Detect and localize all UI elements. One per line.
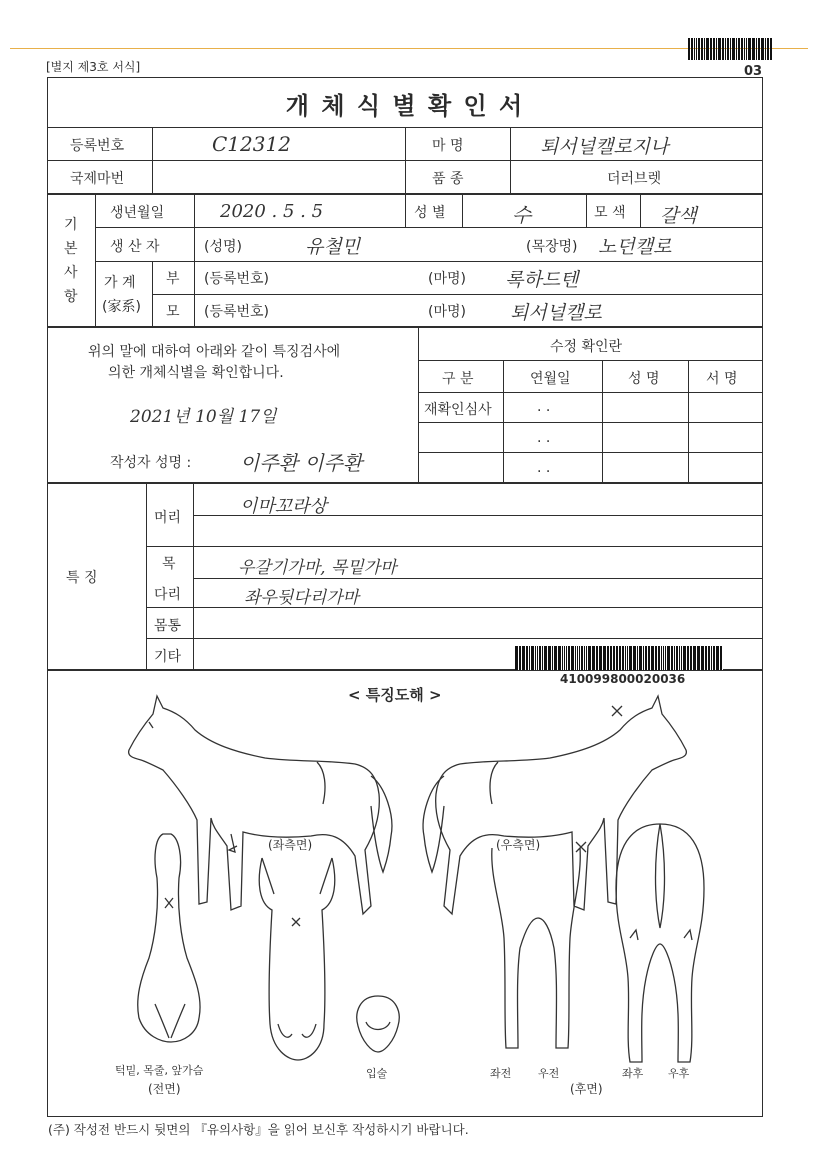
horse-name-value: 퇴서널캘로지나 (540, 136, 669, 158)
front-neck-drawing (125, 828, 215, 1048)
rear-label-rh: 우후 (668, 1067, 690, 1080)
barcode-bar (718, 38, 721, 60)
barcode-bar (706, 38, 709, 60)
farm-value: 노던캘로 (598, 236, 672, 258)
front-label: 턱밑, 목줄, 앞가슴 (115, 1064, 204, 1077)
form-label: [별지 제3호 서식] (46, 60, 141, 74)
barcode-bar (558, 646, 561, 670)
rule (418, 360, 763, 361)
barcode-bar (730, 38, 731, 60)
barcode-bar (581, 646, 583, 670)
hind-view-drawing (610, 818, 710, 1068)
barcode-bar (542, 646, 543, 670)
barcode-bar (732, 38, 735, 60)
barcode-bar (720, 646, 722, 670)
barcode-bar (741, 38, 743, 60)
sex-label: 성 별 (414, 205, 446, 221)
feature-value-neck: 우갈기가마, 목밑가마 (238, 558, 397, 578)
rear-label-lf: 좌전 (490, 1067, 512, 1080)
amend-header-date: 연월일 (530, 371, 571, 387)
dam-name-value: 퇴서널캘로 (510, 302, 602, 324)
barcode-bar (752, 38, 755, 60)
left-side-caption: (좌측면) (268, 838, 313, 852)
rule (688, 360, 689, 482)
feature-label-head: 머리 (154, 510, 182, 526)
diagram-title: < 특징도해 > (348, 686, 442, 704)
barcode-bar (539, 646, 541, 670)
rule (146, 607, 763, 608)
barcode-bar (681, 646, 682, 670)
author-label: 작성자 성명 : (110, 455, 192, 471)
barcode-bar (770, 38, 772, 60)
barcode-bar (648, 646, 650, 670)
barcode-bar (564, 646, 565, 670)
basic-label-4: 항 (64, 289, 78, 305)
barcode-bar (746, 38, 747, 60)
birth-label: 생년월일 (110, 205, 165, 221)
rule (510, 127, 511, 193)
barcode-bar (708, 646, 710, 670)
feature-label-legs: 다리 (154, 587, 182, 603)
sire-label: 부 (166, 271, 180, 287)
barcode-bar (693, 646, 696, 670)
feature-value-head: 이마꼬라상 (240, 496, 327, 517)
barcode-bar (515, 646, 518, 670)
barcode-bar (661, 646, 662, 670)
barcode-bar (651, 646, 654, 670)
reg-no-value: C12312 (212, 132, 291, 156)
front-caption: (전면) (148, 1082, 181, 1096)
barcode-bar (713, 646, 715, 670)
barcode-bar (619, 646, 621, 670)
muzzle-label: 입술 (366, 1067, 388, 1080)
barcode-bar (687, 646, 689, 670)
rule (193, 482, 194, 669)
rule (405, 127, 406, 193)
breed-label: 품 종 (432, 171, 464, 187)
barcode-bar (694, 38, 695, 60)
birth-value: 2020 . 5 . 5 (220, 201, 324, 222)
pedigree-sub: (家系) (102, 299, 141, 315)
barcode-bar (688, 38, 690, 60)
barcode-bar (744, 38, 745, 60)
rule (503, 360, 504, 482)
rule (405, 193, 406, 227)
barcode-bar (671, 646, 673, 670)
barcode-bar (705, 646, 707, 670)
barcode-bar (658, 646, 660, 670)
rule (418, 452, 763, 453)
producer-name-label: (성명) (204, 239, 242, 255)
barcode-bar (667, 646, 670, 670)
amend-title: 수정 확인란 (550, 339, 623, 355)
barcode-bar (756, 38, 757, 60)
sire-name-value: 록하드텐 (505, 269, 579, 291)
rule (146, 638, 763, 639)
barcode-bar (765, 38, 766, 60)
barcode-bar (599, 646, 602, 670)
producer-name-value: 유철민 (305, 236, 361, 258)
feature-label-neck: 목 (162, 556, 176, 572)
barcode-bar (683, 646, 686, 670)
barcode-bar (571, 646, 574, 670)
barcode-bar (568, 646, 570, 670)
barcode-bar (625, 646, 626, 670)
feature-label-body: 몸통 (154, 618, 182, 634)
farm-label: (목장명) (526, 239, 578, 255)
rule (47, 482, 763, 484)
breed-value: 더러브렛 (607, 171, 662, 187)
rule (586, 193, 587, 227)
rule (602, 360, 603, 482)
rule (194, 261, 195, 326)
page-title: 개 체 식 별 확 인 서 (285, 92, 525, 120)
rule (418, 326, 419, 482)
barcode-bar (613, 646, 615, 670)
barcode-bar (645, 646, 647, 670)
barcode-bar (579, 646, 580, 670)
rule (418, 392, 763, 393)
page-number: 03 (744, 64, 763, 79)
amend-row-date: . . (537, 430, 551, 446)
amend-header-type: 구 분 (442, 371, 474, 387)
sex-value: 수 (512, 203, 532, 227)
barcode-bar (727, 38, 729, 60)
barcode-bar (637, 646, 638, 670)
amend-header-sign: 서 명 (706, 371, 738, 387)
rule (640, 193, 641, 227)
barcode-bar (665, 646, 666, 670)
horse-name-label: 마 명 (432, 138, 464, 154)
top-barcode (688, 38, 773, 60)
basic-label-3: 사 (64, 265, 78, 281)
barcode-bar (566, 646, 567, 670)
rule (152, 294, 763, 295)
barcode-bar (554, 646, 557, 670)
barcode-bar (674, 646, 675, 670)
barcode-bar (698, 38, 700, 60)
barcode-bar (704, 38, 705, 60)
barcode-bar (544, 646, 547, 670)
barcode-bar (584, 646, 585, 670)
amend-row-type: 재확인심사 (424, 402, 492, 418)
author-signature: 이주환 이주환 (240, 451, 363, 475)
amend-header-name: 성 명 (628, 371, 660, 387)
rule (194, 193, 195, 261)
barcode-bar (691, 38, 693, 60)
rule (193, 578, 763, 579)
reg-no-label: 등록번호 (70, 138, 125, 154)
barcode-bar (586, 646, 587, 670)
barcode-bar (716, 38, 717, 60)
barcode-bar (519, 646, 521, 670)
rule (146, 482, 147, 669)
barcode-bar (676, 646, 678, 670)
barcode-bar (725, 38, 726, 60)
barcode-bar (616, 646, 618, 670)
color-label: 모 색 (594, 205, 626, 221)
barcode-bar (679, 646, 680, 670)
barcode-bar (629, 646, 632, 670)
barcode-bar (722, 38, 724, 60)
barcode-bar (577, 646, 578, 670)
barcode-bar (548, 646, 551, 670)
barcode-bar (701, 646, 704, 670)
producer-label: 생 산 자 (110, 239, 160, 255)
barcode-bar (522, 646, 525, 670)
basic-label-1: 기 (64, 217, 78, 233)
rule (152, 261, 153, 326)
barcode-bar (643, 646, 644, 670)
intl-no-label: 국제마번 (70, 171, 125, 187)
barcode-bar (697, 646, 700, 670)
front-legs-drawing (482, 808, 592, 1058)
color-value: 갈색 (660, 205, 697, 227)
confirm-date: 2021년 10월 17일 (130, 407, 277, 427)
barcode-bar (761, 38, 764, 60)
barcode-bar (529, 646, 530, 670)
barcode-bar (690, 646, 692, 670)
amend-row-date: . . (537, 399, 551, 415)
barcode-bar (738, 38, 740, 60)
sire-name-label: (마명) (428, 271, 466, 287)
barcode-bar (627, 646, 628, 670)
features-section-label: 특 징 (66, 570, 98, 586)
basic-label-2: 본 (64, 241, 78, 257)
barcode-bar (537, 646, 538, 670)
barcode-bar (588, 646, 591, 670)
rear-label-rf: 우전 (538, 1067, 560, 1080)
barcode-bar (575, 646, 576, 670)
barcode-bar (526, 646, 528, 670)
barcode-bar (758, 38, 760, 60)
barcode-bar (710, 38, 712, 60)
dam-name-label: (마명) (428, 304, 466, 320)
barcode-bar (552, 646, 553, 670)
barcode-bar (716, 646, 719, 670)
footer-note: (주) 작성전 반드시 뒷면의 『유의사항』을 읽어 보신후 작성하시기 바랍니다. (48, 1122, 469, 1137)
barcode-bar (531, 646, 534, 670)
barcode-bar (622, 646, 624, 670)
barcode-bar (633, 646, 636, 670)
rule (47, 326, 763, 328)
barcode-bar (736, 38, 737, 60)
barcode-bar (562, 646, 563, 670)
pedigree-label: 가 계 (104, 275, 136, 291)
right-side-caption: (우측면) (496, 838, 541, 852)
barcode-bar (655, 646, 657, 670)
rear-label-lh: 좌후 (622, 1067, 644, 1080)
muzzle-drawing (348, 992, 408, 1062)
barcode-bar (701, 38, 703, 60)
barcode-bar (748, 38, 751, 60)
head-front-drawing (252, 854, 342, 1064)
barcode-bar (767, 38, 769, 60)
rear-caption: (후면) (570, 1082, 603, 1096)
statement-line-1: 위의 말에 대하여 아래와 같이 특징검사에 (88, 344, 341, 360)
sticker-number: 410099800020036 (560, 672, 686, 686)
barcode-bar (663, 646, 664, 670)
amend-row-date: . . (537, 460, 551, 476)
dam-reg-label: (등록번호) (204, 304, 270, 320)
dam-label: 모 (166, 304, 180, 320)
barcode-bar (711, 646, 712, 670)
rule (152, 127, 153, 193)
sire-reg-label: (등록번호) (204, 271, 270, 287)
barcode-bar (603, 646, 606, 670)
barcode-bar (696, 38, 697, 60)
feature-label-other: 기타 (154, 649, 182, 665)
rule (462, 193, 463, 227)
feature-value-legs: 좌우뒷다리가마 (244, 588, 359, 608)
barcode-bar (535, 646, 536, 670)
barcode-bar (607, 646, 609, 670)
barcode-bar (639, 646, 642, 670)
barcode-bar (713, 38, 715, 60)
rule (146, 546, 763, 547)
barcode-bar (592, 646, 595, 670)
statement-line-2: 의한 개체식별을 확인합니다. (108, 365, 284, 381)
rule (95, 193, 96, 326)
sticker-barcode (515, 646, 723, 670)
barcode-bar (596, 646, 598, 670)
rule (418, 422, 763, 423)
rule (95, 261, 763, 262)
barcode-bar (610, 646, 612, 670)
